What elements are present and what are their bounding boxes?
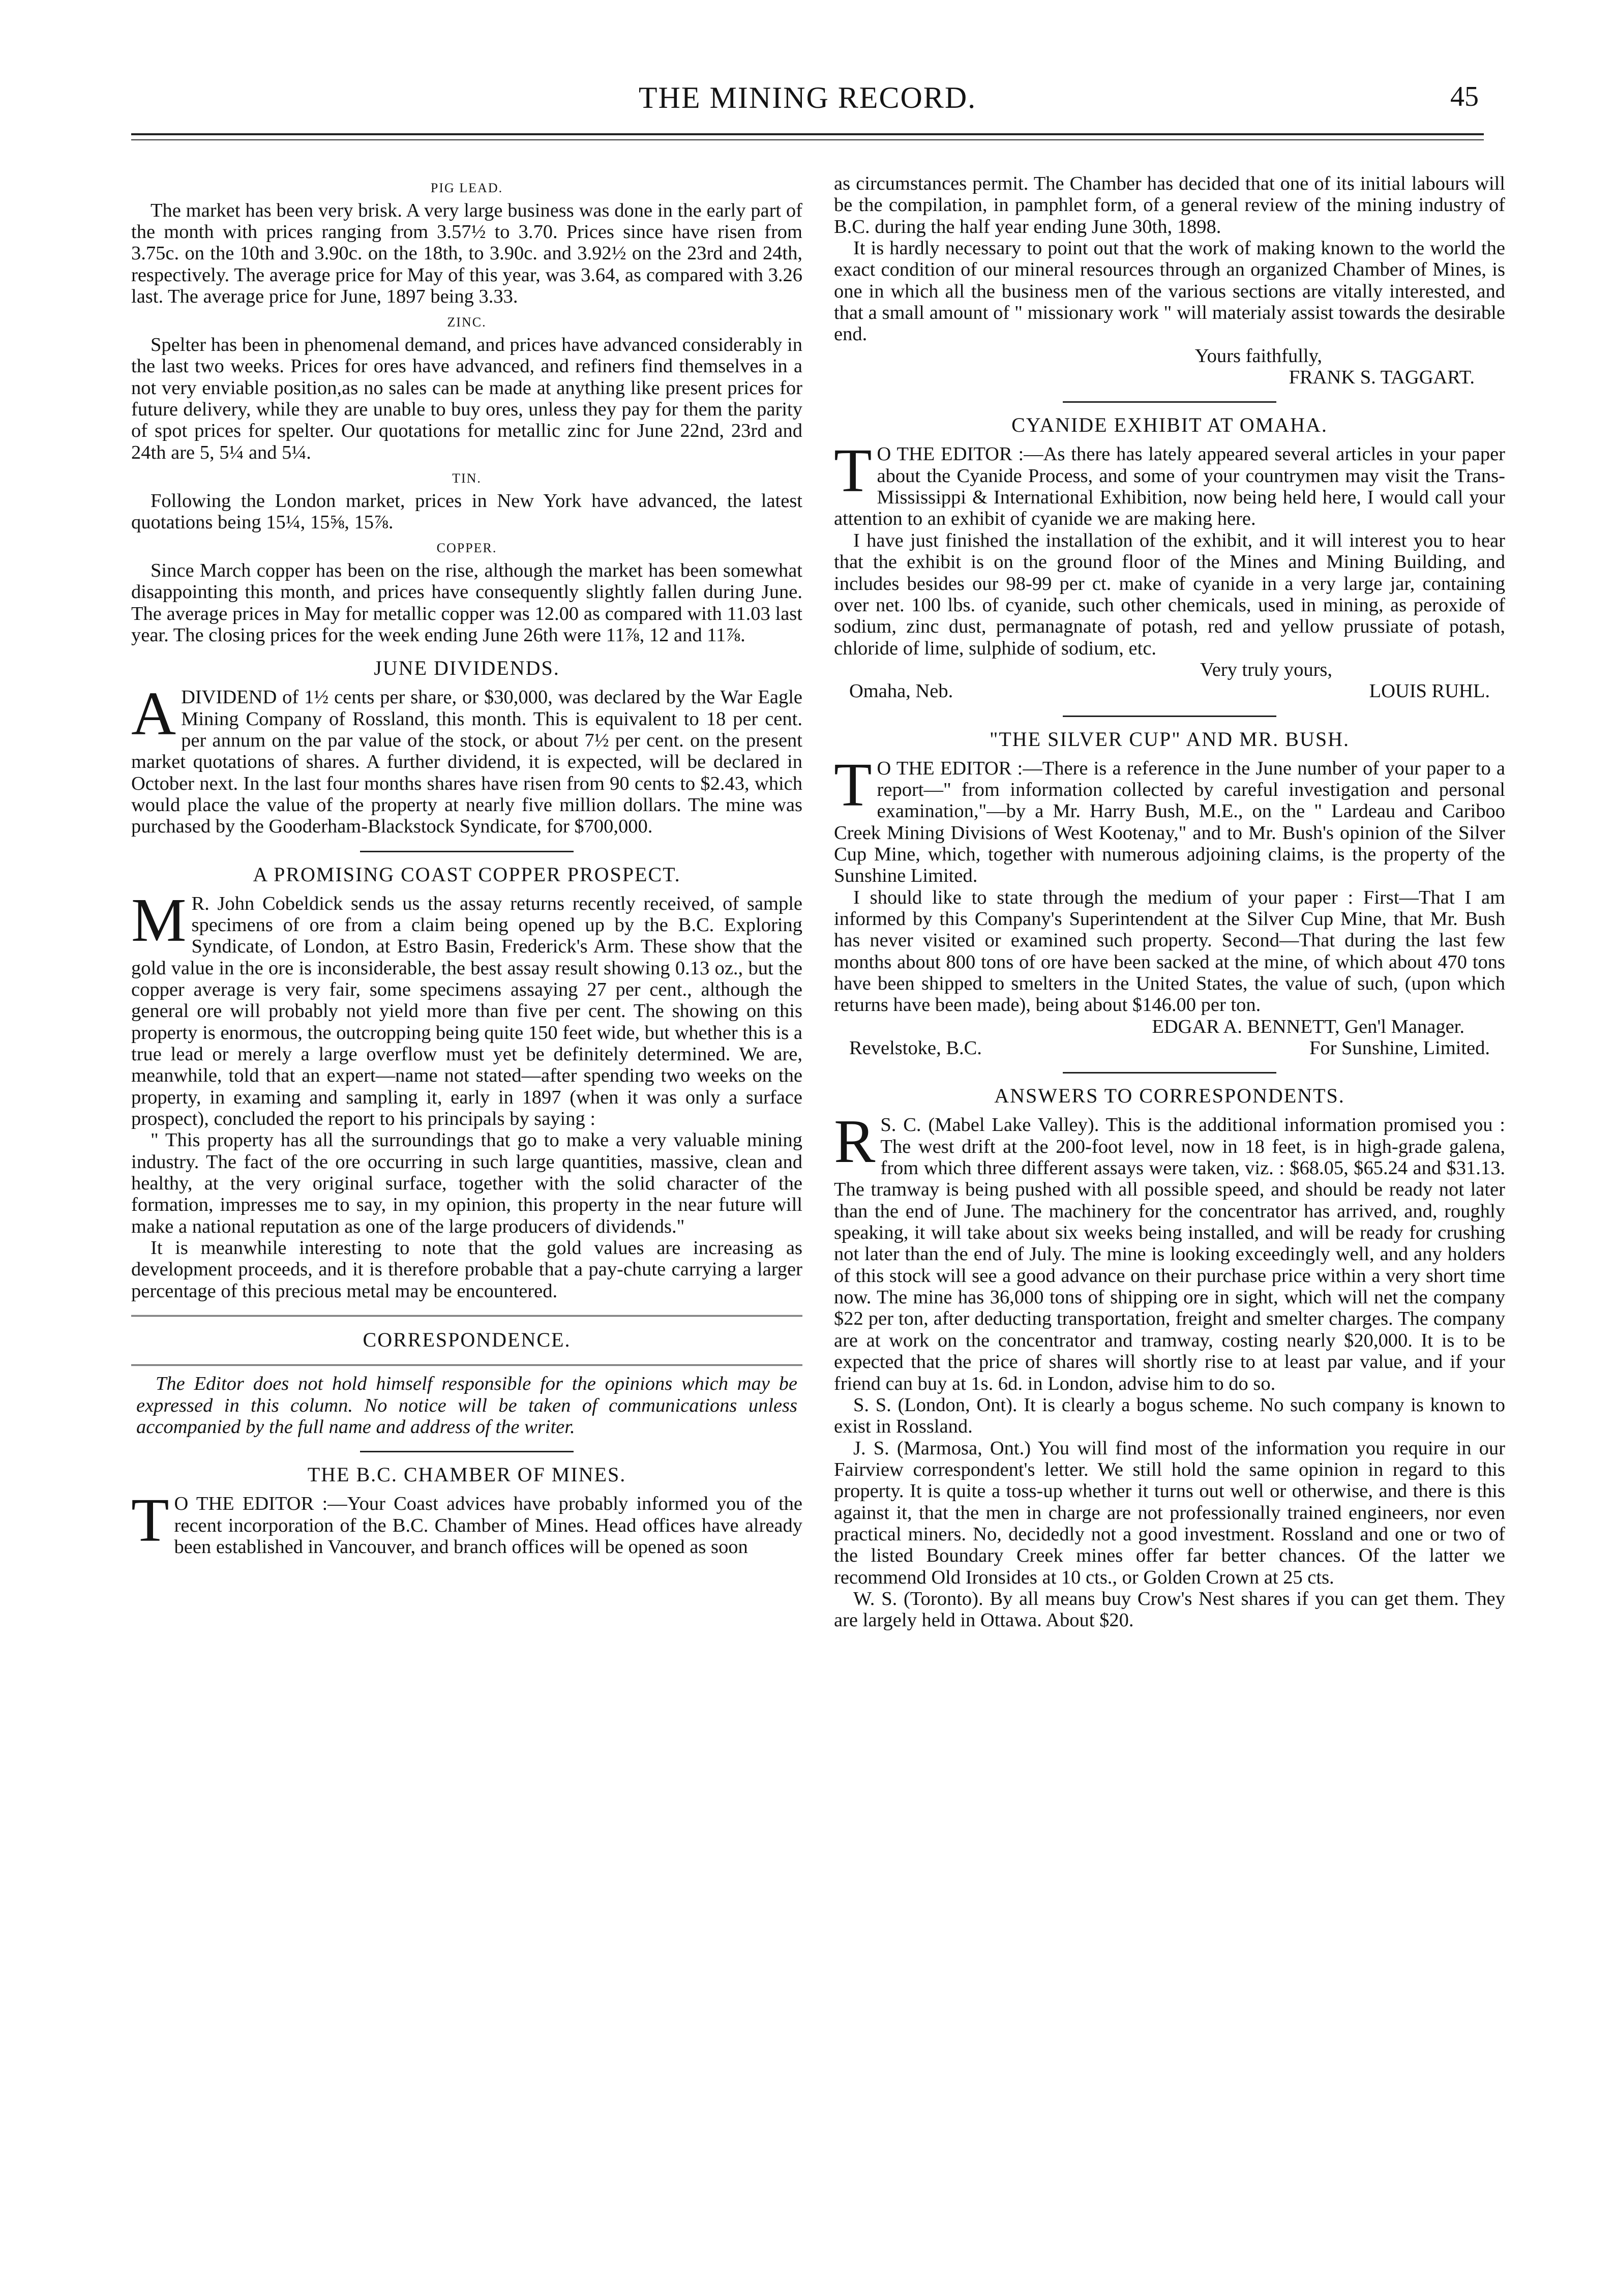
letter-closing: Yours faithfully, [1194, 345, 1322, 367]
article-paragraph: Following the London market, prices in New York have advanced, the latest quotations being 15¼, 15⅝, 15⅞. [131, 490, 802, 533]
drop-cap: T [834, 750, 872, 819]
article-paragraph: I should like to state through the medium of your paper : First—That I am informed by this Company's Superintendent at the Silver Cup Mine, that Mr. Bush has never visited or examined such property. Second—That during the last few months about 800 tons of ore have been sacked at the mine, of which about 470 tons have been shipped to smelters in the United States, the value of such, (upon which returns have been made), being about $146.00 per ton. [834, 886, 1505, 1016]
section-heading: TIN. [452, 470, 482, 486]
drop-cap: T [834, 436, 872, 505]
drop-cap: R [834, 1107, 876, 1176]
article-paragraph: Since March copper has been on the rise, although the market has been somewhat disappointing this month, and prices have consequently slightly fallen during June. The average prices in May for metallic copper was 12.00 as compared with 11.03 last year. The closing prices for the week ending June 26th were 11⅞, 12 and 11⅞. [131, 559, 802, 646]
article-paragraph: as circumstances permit. The Chamber has decided that one of its initial labours will be the compilation, in pamphlet form, of a general review of the mining industry of B.C. during the half year ending June 30th, 1898. [834, 173, 1505, 237]
section-headline: CORRESPONDENCE. [363, 1328, 571, 1352]
section-heading: PIG LEAD. [430, 181, 503, 195]
answer-paragraph: J. S. (Marmosa, Ont.) You will find most of the information you require in our Fairview correspondent's letter. We still hold the same opinion in regard to this property. It is quite a toss-up whether it turns out well or otherwise, and there is this against it, that the men in charge are not professionally trained engineers, nor even practical miners. No, decidedly not a good investment. Rossland and one or two of the listed Boundary Creek mines offer far better chances. Of the latter we recommend Old Ironsides at 10 cts., or Golden Crown at 25 cts. [834, 1437, 1505, 1588]
article-paragraph: It is meanwhile interesting to note that the gold values are increasing as development proceeds, and it is therefore probable that a pay-chute carrying a larger percentage of this precious metal may be encountered. [131, 1237, 802, 1302]
letter-place: Omaha, Neb. [849, 680, 953, 702]
letter-place: Revelstoke, B.C. [849, 1037, 982, 1059]
letter-signature: FRANK S. TAGGART. [1289, 367, 1475, 389]
article-paragraph [131, 885, 802, 1130]
header-rule [131, 133, 1484, 135]
paragraph-text: O THE EDITOR :—As there has lately appeared several articles in your paper about the Cyanide Process, and some of your countrymen may visit the Trans-Mississippi & International Exhibition, now being held here, I would call your attention to an exhibit of cyanide we are making here. [834, 443, 1505, 530]
article-paragraph [834, 1107, 1505, 1394]
article-paragraph [834, 436, 1505, 530]
section-heading: ZINC. [447, 315, 487, 330]
letter-signature: EDGAR A. BENNETT, Gen'l Manager. [1152, 1016, 1464, 1037]
article-paragraph [834, 750, 1505, 887]
article-paragraph: Spelter has been in phenomenal demand, and prices have advanced considerably in the last two weeks. Prices for ores have advanced, and refiners find themselves in a not very enviable position,as no sales can be made at anything like present prices for future delivery, while they are unable to buy ores, unless they pay for them the parity of spot prices for spelter. Our quotations for metallic zinc for June 22nd, 23rd and 24th are 5, 5¼ and 5¼. [131, 334, 802, 463]
article-headline: A PROMISING COAST COPPER PROSPECT. [253, 862, 681, 886]
paragraph-text: S. C. (Mabel Lake Valley). This is the additional information promised you : The west drift at the 200-foot level, now in 18 feet, is in high-grade galena, from which three different assays were taken, viz. : $68.05, $65.24 and $31.13. The tramway is being pushed with all possible speed, and should be ready not later than the end of June. The machinery for the concentrator has arrived, and, roughly speaking, it will take about six weeks being installed, and will be ready for crushing not later than the end of July. The mine is looking exceedingly well, and any holders of this stock will see a good advance on their purchase price within a very short time now. The mine has 36,000 tons of shipping ore in sight, which will net the company $22 per ton, after deducting transportation, freight and smelter charges. The company are at work on the concentrator and tramway, costing nearly $20,000. It is to be expected that the price of shares will shortly rise to at least par value, and if your friend can buy at 1s. 6d. in London, advise him to do so. [834, 1114, 1505, 1394]
drop-cap: T [131, 1486, 169, 1555]
right-column [834, 173, 1505, 1631]
drop-cap: M [131, 885, 187, 955]
header-rule-thin [131, 139, 1484, 140]
section-separator [131, 1315, 802, 1318]
article-headline: CYANIDE EXHIBIT AT OMAHA. [1011, 413, 1328, 437]
signature-row [834, 1037, 1505, 1059]
article-headline: ANSWERS TO CORRESPONDENTS. [994, 1084, 1345, 1108]
journal-title: THE MINING RECORD. [638, 81, 977, 114]
article-paragraph: It is hardly necessary to point out that the work of making known to the world the exact condition of our mineral resources through an organized Chamber of Mines, is one in which all the business men of the various sections are vitally interested, and that a small amount of " missionary work " will materialy assist towards the desirable end. [834, 237, 1505, 345]
drop-cap: A [131, 679, 176, 749]
signature-row [834, 680, 1505, 702]
article-separator [360, 1451, 574, 1452]
article-paragraph [131, 1486, 802, 1558]
article-paragraph: The market has been very brisk. A very large business was done in the early part of the month with prices ranging from 3.57½ to 3.70. Prices since have risen from 3.75c. on the 10th and 3.90c. on the 18th, to 3.90c. and 3.92½ on the 23rd and 24th, respectively. The average price for May of this year, was 3.64, as compared with 3.26 last. The average price for June, 1897 being 3.33. [131, 199, 802, 307]
quoted-paragraph: " This property has all the surroundings that go to make a very valuable mining industry. The fact of the ore occurring in such large quantities, massive, clean and healthy, at the very original surface, together with the solid character of the formation, impresses me to say, in my opinion, this property in the near future will make a national reputation as one of the large producers of dividends." [131, 1129, 802, 1237]
article-paragraph [131, 679, 802, 838]
paragraph-text: O THE EDITOR :—Your Coast advices have probably informed you of the recent incorporation of the B.C. Chamber of Mines. Head offices have already been established in Vancouver, and branch offices will be opened as soon [174, 1493, 802, 1558]
answer-paragraph: S. S. (London, Ont). It is clearly a bogus scheme. No such company is known to exist in Rossland. [834, 1394, 1505, 1438]
page-number: 45 [1450, 81, 1479, 112]
section-heading: COPPER. [436, 541, 497, 556]
section-separator [131, 1364, 802, 1367]
article-headline: JUNE DIVIDENDS. [374, 657, 560, 680]
article-separator [360, 851, 574, 852]
article-separator [1063, 715, 1276, 717]
paragraph-text: R. John Cobeldick sends us the assay returns recently received, of sample specimens of ore from a claim being opened up by the B.C. Exploring Syndicate, of London, at Estro Basin, Frederick's Arm. These show that the gold value in the ore is inconsiderable, the best assay result showing 0.13 oz., but the copper average is very fair, some specimens assaying 27 per cent., although the general ore will probably not yield more than five per cent. The showing on this property is enormous, the outcropping being quite 150 feet wide, but whether this is a true lead or merely a large overflow must yet be definitely determined. We are, meanwhile, told that an expert—name not stated—after spending two weeks on the property, in examing and sampling it, early in 1897 (when it was only a surface prospect), concluded the report to his principals by saying : [131, 892, 802, 1130]
answer-paragraph: W. S. (Toronto). By all means buy Crow's Nest shares if you can get them. They are largely held in Ottawa. About $20. [834, 1588, 1505, 1631]
article-separator [1063, 401, 1276, 403]
editor-notice: The Editor does not hold himself responsible for the opinions which may be expressed in this column. No notice will be taken of communications unless accompanied by the full name and address of the writer. [136, 1373, 797, 1438]
article-paragraph: I have just finished the installation of the exhibit, and it will interest you to hear that the exhibit is on the ground floor of the Mines and Mining Building, and includes besides our 98-99 per ct. make of cyanide in a very large jar, containing over net. 100 lbs. of cyanide, such other chemicals, used in mining, as peroxide of sodium, zinc dust, permanagnate of potash, red and yellow prussiate of potash, chloride of lime, sulphide of sodium, etc. [834, 529, 1505, 659]
article-headline: "THE SILVER CUP" AND MR. BUSH. [990, 727, 1350, 751]
paragraph-text: O THE EDITOR :—There is a reference in the June number of your paper to a report—" from information collected by careful investigation and personal examination,"—by a Mr. Harry Bush, M.E., on the " Lardeau and Cariboo Creek Mining Divisions of West Kootenay," and to Mr. Bush's opinion of the Silver Cup Mine, which, together with numerous adjoining claims, is the property of the Sunshine Limited. [834, 757, 1505, 887]
article-separator [1063, 1072, 1276, 1074]
left-column [131, 173, 802, 1558]
letter-closing: Very truly yours, [1200, 659, 1332, 680]
letter-signature: LOUIS RUHL. [1369, 680, 1490, 702]
paragraph-text: DIVIDEND of 1½ cents per share, or $30,000, was declared by the War Eagle Mining Company of Rossland, this month. This is equivalent to 18 per cent. per annum on the par value of the stock, or about 7½ per cent. on the present market quotations of shares. A further dividend, it is expected, will be declared in October next. In the last four months shares have risen from 90 cents to $2.43, which would place the value of the property at nearly five million dollars. The mine was purchased by the Gooderham-Blackstock Syndicate, for $700,000. [131, 687, 802, 838]
letter-company: For Sunshine, Limited. [1309, 1037, 1490, 1059]
page-header [131, 80, 1484, 126]
article-headline: THE B.C. CHAMBER OF MINES. [307, 1463, 626, 1486]
